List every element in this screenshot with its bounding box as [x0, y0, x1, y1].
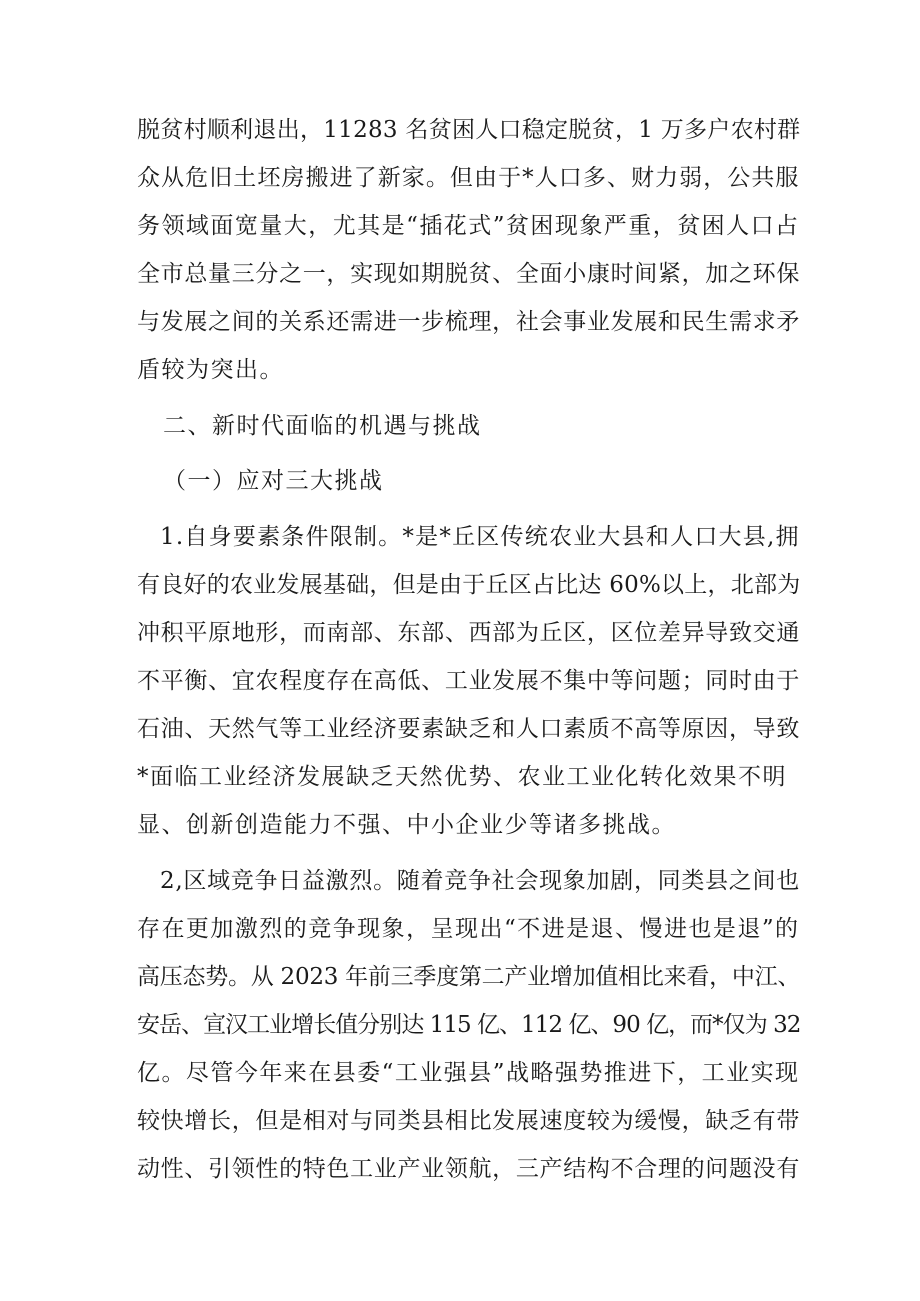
paragraph-line: 全市总量三分之一，实现如期脱贫、全面小康时间紧，加之环保: [137, 261, 800, 287]
paragraph-line: 务领域面宽量大，尤其是“插花式”贫困现象严重，贫困人口占: [137, 213, 800, 239]
paragraph-line: 存在更加激烈的竞争现象，呈现出“不进是退、慢进也是退”的: [137, 916, 800, 942]
paragraph-line: 与发展之间的关系还需进一步梳理，社会事业发展和民生需求矛: [137, 309, 800, 335]
paragraph-line: 有良好的农业发展基础，但是由于丘区占比达 60%以上，北部为: [137, 572, 801, 598]
paragraph-line: 高压态势。从 2023 年前三季度第二产业增加值相比来看，中江、: [137, 964, 801, 990]
paragraph-line: 众从危旧土坯房搬进了新家。但由于*人口多、财力弱，公共服: [137, 165, 800, 191]
paragraph-line: 石油、天然气等工业经济要素缺乏和人口素质不高等原因，导致: [137, 716, 800, 742]
paragraph-line: 安岳、宣汉工业增长值分别达 115 亿、112 亿、90 亿，而*仅为 32: [137, 1012, 801, 1038]
paragraph-line: 1.自身要素条件限制。*是*丘区传统农业大县和人口大县,拥: [160, 524, 800, 550]
paragraph-line: 动性、引领性的特色工业产业领航，三产结构不合理的问题没有: [137, 1156, 800, 1182]
paragraph-line: 脱贫村顺利退出，11283 名贫困人口稳定脱贫，1 万多户农村群: [137, 117, 801, 143]
subsection-heading: （一）应对三大挑战: [163, 468, 384, 494]
paragraph-line: 2,区域竞争日益激烈。随着竞争社会现象加剧，同类县之间也: [160, 868, 800, 894]
paragraph-line: 显、创新创造能力不强、中小企业少等诸多挑战。: [137, 812, 676, 838]
paragraph-line: 较快增长，但是相对与同类县相比发展速度较为缓慢，缺乏有带: [137, 1108, 800, 1134]
section-heading: 二、新时代面临的机遇与挑战: [163, 413, 482, 439]
paragraph-line: 不平衡、宜农程度存在高低、工业发展不集中等问题；同时由于: [137, 668, 800, 694]
paragraph-line: 盾较为突出。: [137, 357, 284, 383]
paragraph-line: 冲积平原地形，而南部、东部、西部为丘区，区位差异导致交通: [137, 620, 800, 646]
paragraph-line: 亿。尽管今年来在县委“工业强县”战略强势推进下，工业实现: [137, 1060, 800, 1086]
paragraph-line: *面临工业经济发展缺乏天然优势、农业工业化转化效果不明: [137, 764, 787, 790]
